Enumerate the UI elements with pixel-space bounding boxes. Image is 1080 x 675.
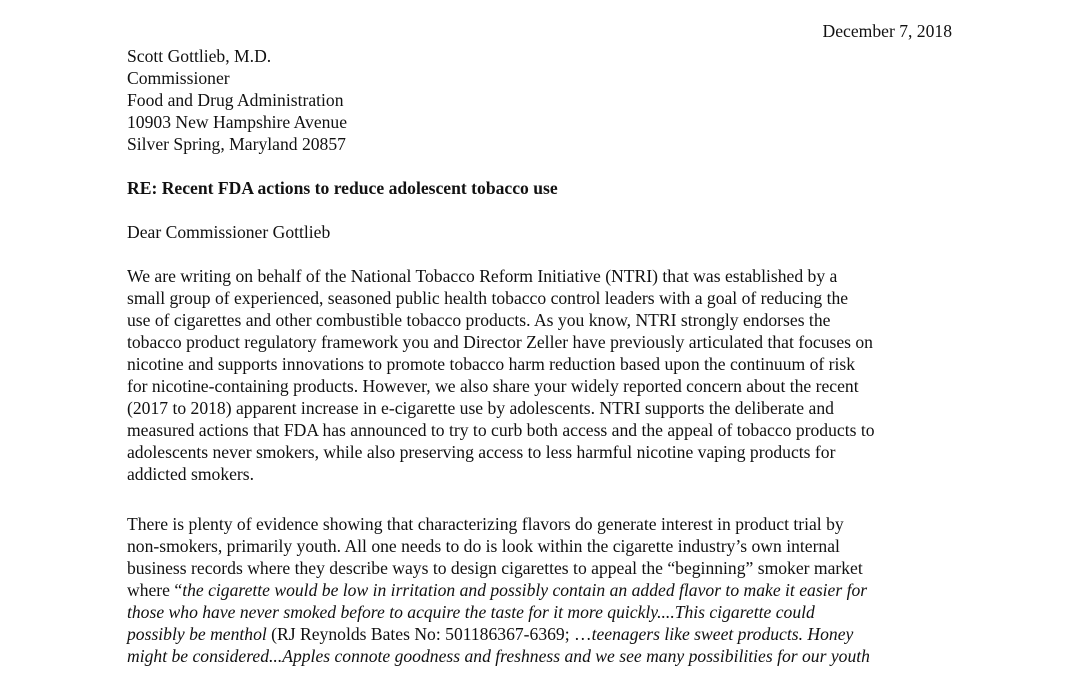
paragraph-line: non-smokers, primarily youth. All one needs to do is look within the cigarette industry’s own internal [127, 536, 840, 556]
subject-line: RE: Recent FDA actions to reduce adolescent tobacco use [127, 178, 558, 198]
citation: (RJ Reynolds Bates No: 501186367-6369; … [266, 624, 592, 644]
recipient-organization: Food and Drug Administration [127, 90, 344, 110]
paragraph-line: use of cigarettes and other combustible tobacco products. As you know, NTRI strongly endorses the [127, 310, 831, 330]
recipient-name: Scott Gottlieb, M.D. [127, 46, 272, 66]
paragraph-line: (2017 to 2018) apparent increase in e-cigarette use by adolescents. NTRI supports the deliberate and [127, 398, 834, 418]
body-paragraph-1 [127, 265, 957, 485]
paragraph-line: for nicotine-containing products. However, we also share your widely reported concern about the recent [127, 376, 859, 396]
paragraph-line: adolescents never smokers, while also preserving access to less harmful nicotine vaping products for [127, 442, 836, 462]
industry-quote: those who have never smoked before to acquire the taste for it more quickly....This cigarette could [127, 602, 815, 622]
paragraph-line [127, 623, 957, 645]
paragraph-line: tobacco product regulatory framework you and Director Zeller have previously articulated that focuses on [127, 332, 873, 352]
recipient-city: Silver Spring, Maryland 20857 [127, 134, 346, 154]
paragraph-line: business records where they describe ways to design cigarettes to appeal the “beginning” smoker market [127, 558, 863, 578]
letter-date: December 7, 2018 [822, 21, 952, 41]
paragraph-line: small group of experienced, seasoned public health tobacco control leaders with a goal of reducing the [127, 288, 849, 308]
paragraph-line: measured actions that FDA has announced to try to curb both access and the appeal of tobacco products to [127, 420, 875, 440]
recipient-street: 10903 New Hampshire Avenue [127, 112, 348, 132]
paragraph-line [127, 645, 957, 667]
industry-quote: might be considered...Apples connote goodness and freshness and we see many possibilities for our youth [127, 646, 870, 666]
quote-lead: where “ [127, 580, 183, 600]
recipient-address [127, 45, 887, 155]
paragraph-line: There is plenty of evidence showing that characterizing flavors do generate interest in product trial by [127, 514, 844, 534]
industry-quote: the cigarette would be low in irritation and possibly contain an added flavor to make it easier for [182, 580, 868, 600]
industry-quote: possibly be menthol [127, 624, 267, 644]
recipient-title: Commissioner [127, 68, 230, 88]
industry-quote: teenagers like sweet products. Honey [591, 624, 854, 644]
paragraph-line: We are writing on behalf of the National Tobacco Reform Initiative (NTRI) that was established by a [127, 266, 838, 286]
salutation: Dear Commissioner Gottlieb [127, 222, 331, 242]
paragraph-line [127, 579, 957, 601]
body-paragraph-2 [127, 513, 957, 667]
paragraph-line: addicted smokers. [127, 464, 255, 484]
paragraph-line: nicotine and supports innovations to promote tobacco harm reduction based upon the continuum of risk [127, 354, 856, 374]
paragraph-line [127, 601, 957, 623]
